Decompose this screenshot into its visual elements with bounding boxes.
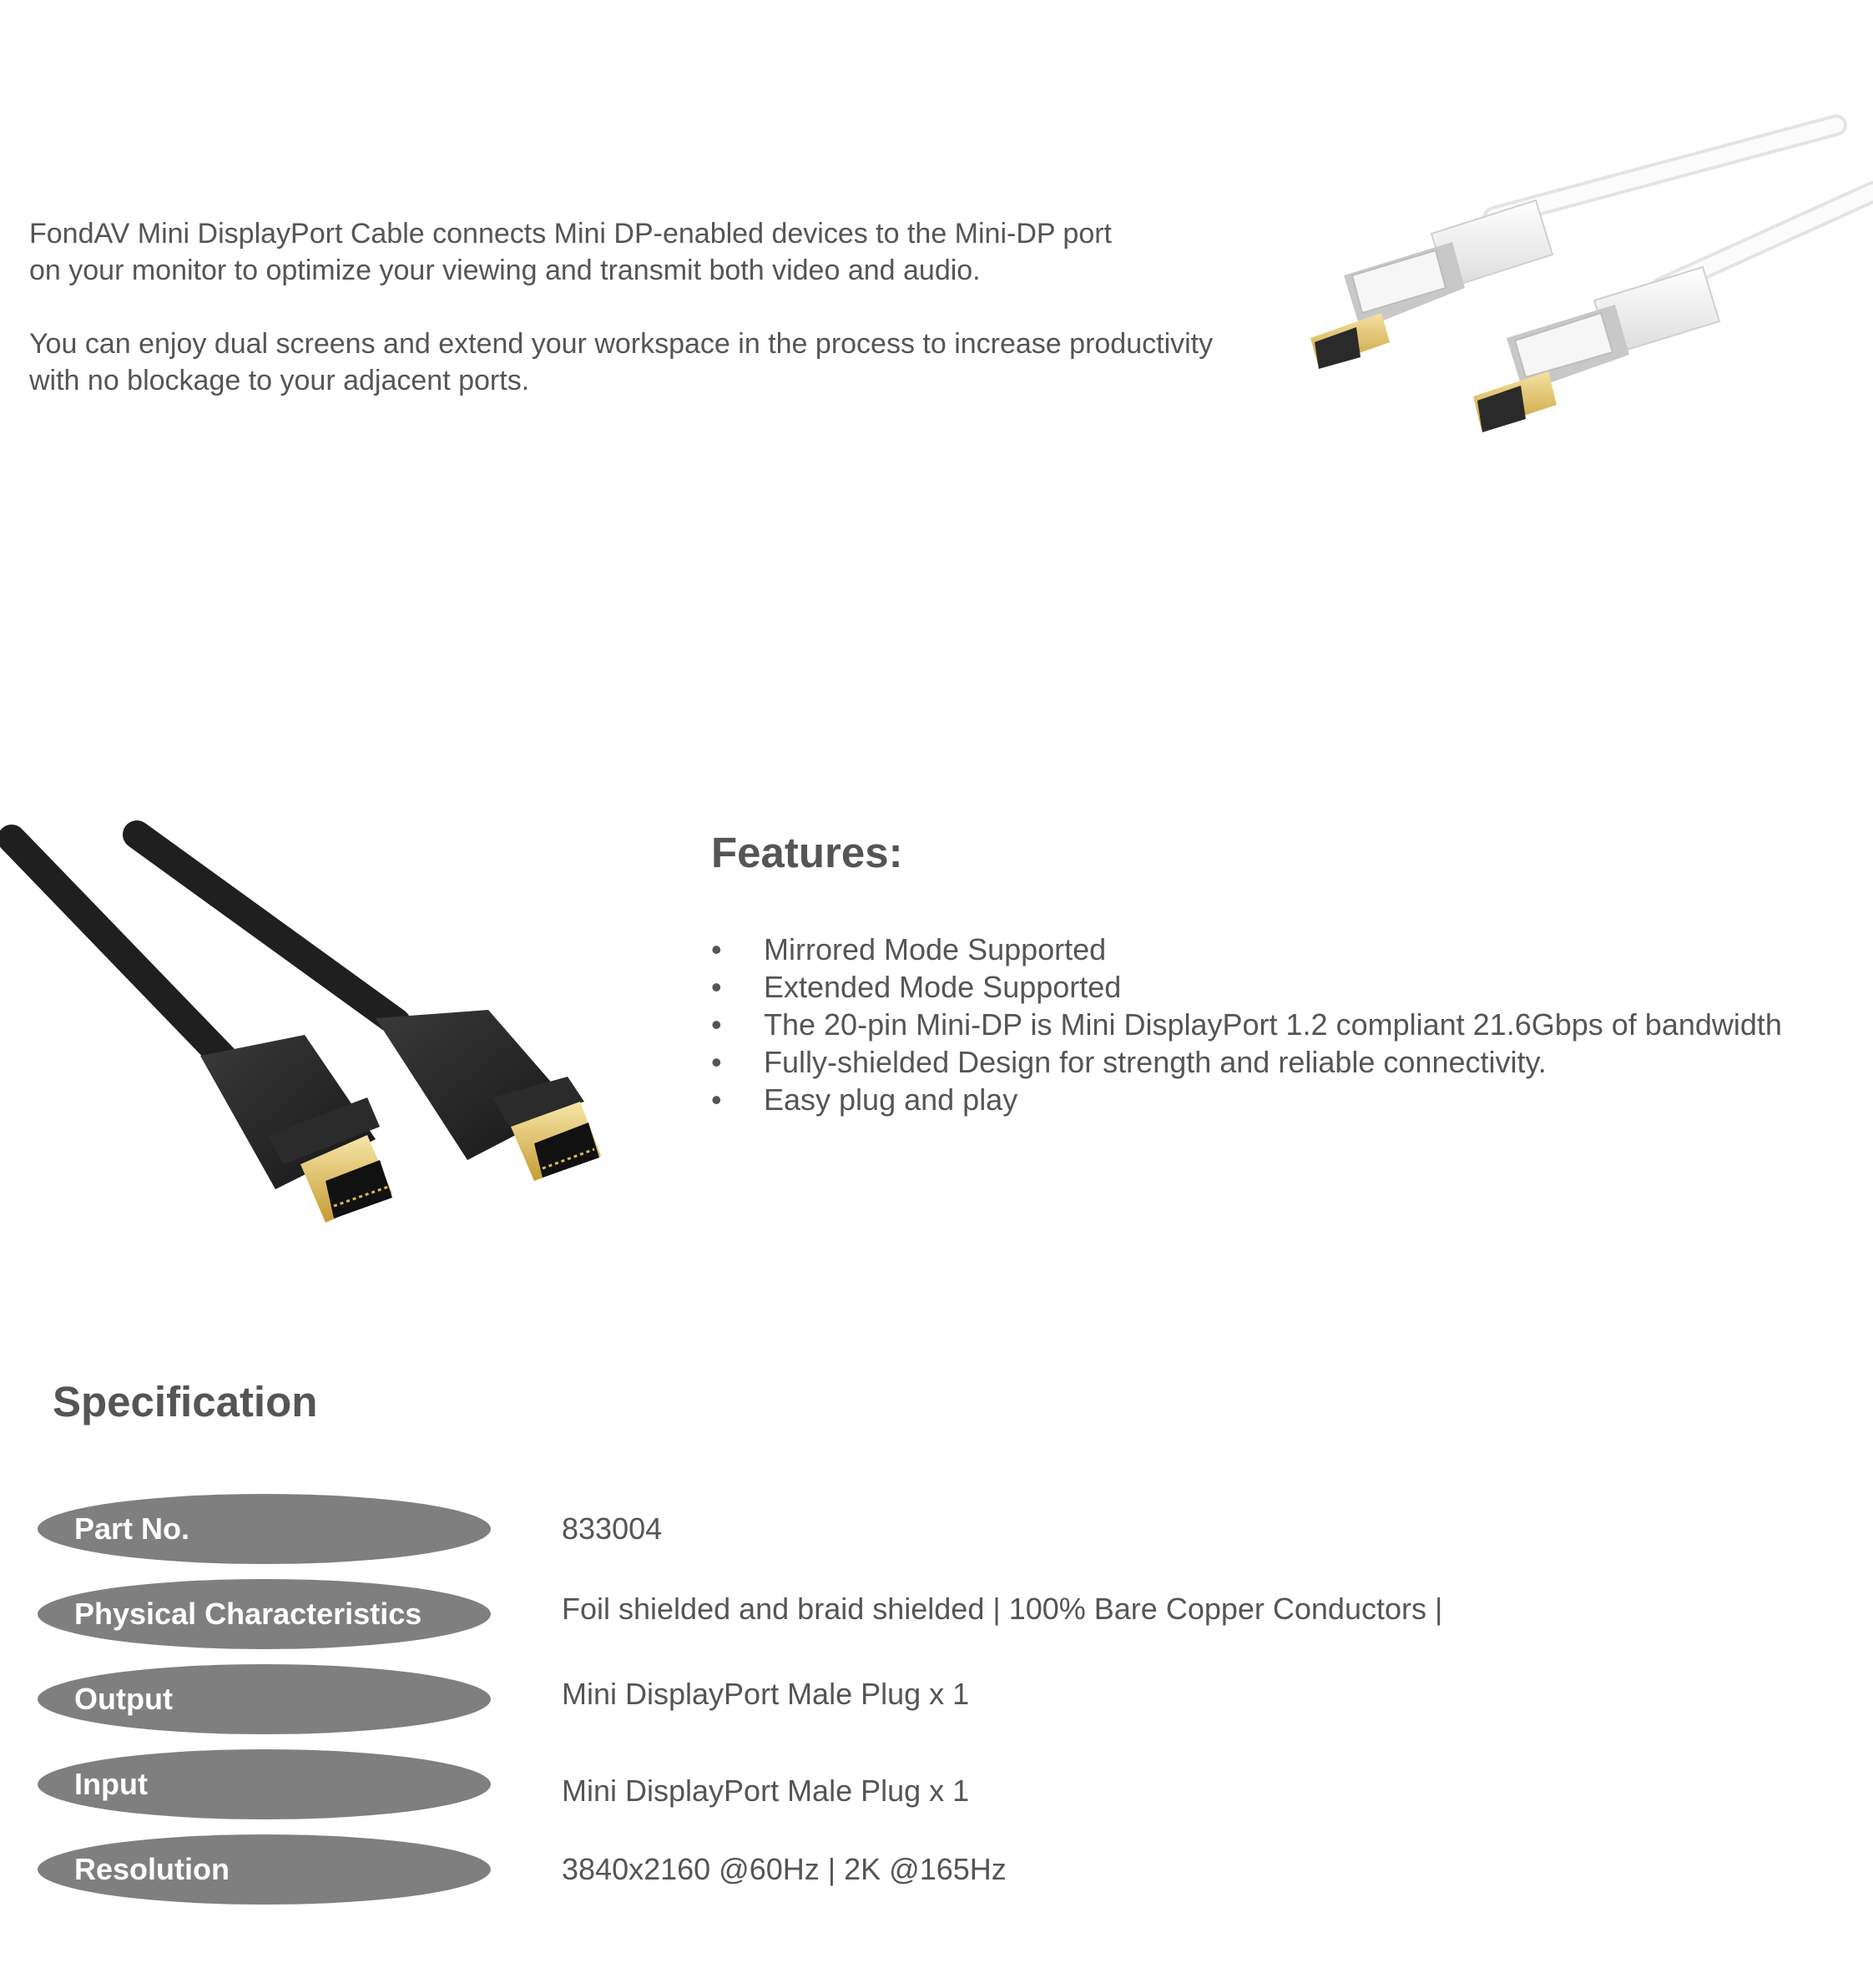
feature-item: [711, 1043, 1782, 1081]
bullet: •: [711, 932, 722, 966]
feature-text: Extended Mode Supported: [764, 970, 1122, 1004]
bullet: •: [711, 1007, 722, 1042]
white-cable-image: [1285, 108, 1873, 501]
spec-label-pill: Part No.: [38, 1494, 491, 1564]
intro-paragraph-1-line-2: on your monitor to optimize your viewing and transmit both video and audio.: [29, 255, 981, 286]
feature-text: Mirrored Mode Supported: [764, 932, 1107, 966]
spec-row-resolution: [38, 1834, 1832, 1905]
intro-paragraph-2: [29, 325, 1348, 399]
specification-title: Specification: [53, 1378, 318, 1425]
intro-paragraph-1: [29, 215, 1348, 289]
features-title: Features:: [711, 829, 903, 876]
feature-text: The 20-pin Mini-DP is Mini DisplayPort 1.2 compliant 21.6Gbps of bandwidth: [764, 1007, 1782, 1042]
intro-paragraph-1-line-1: FondAV Mini DisplayPort Cable connects Mini DP-enabled devices to the Mini-DP port: [29, 218, 1112, 250]
intro-paragraph-2-line-2: with no blockage to your adjacent ports.: [29, 365, 530, 396]
feature-item: [711, 931, 1782, 968]
bullet: •: [711, 1082, 722, 1117]
spec-row-physical-characteristics: [38, 1579, 1832, 1649]
intro-text: [29, 215, 1348, 399]
spec-label-pill: Input: [38, 1749, 491, 1819]
black-cable-image: [0, 814, 618, 1264]
spec-value: Foil shielded and braid shielded | 100% Bare Copper Conductors |: [562, 1592, 1443, 1626]
bullet: •: [711, 970, 722, 1004]
white-connector-2: [1473, 267, 1719, 432]
spec-label-pill: Physical Characteristics: [38, 1579, 491, 1649]
spec-row-output: [38, 1664, 1832, 1734]
spec-label-pill: Output: [38, 1664, 491, 1734]
feature-item: [711, 968, 1782, 1006]
feature-text: Fully-shielded Design for strength and reliable connectivity.: [764, 1045, 1547, 1079]
intro-paragraph-2-line-1: You can enjoy dual screens and extend your workspace in the process to increase productivity: [29, 328, 1214, 360]
feature-item: [711, 1081, 1782, 1118]
bullet: •: [711, 1045, 722, 1079]
spec-row-input: [38, 1749, 1832, 1819]
spec-value: Mini DisplayPort Male Plug x 1: [562, 1677, 970, 1711]
black-connector-1: [200, 1035, 392, 1223]
spec-value: Mini DisplayPort Male Plug x 1: [562, 1774, 970, 1808]
spec-value: 3840x2160 @60Hz | 2K @165Hz: [562, 1852, 1007, 1886]
spec-row-part-no: [38, 1494, 1832, 1564]
spec-label-pill: Resolution: [38, 1834, 491, 1905]
feature-item: [711, 1006, 1782, 1043]
features-list: [711, 931, 1782, 1118]
feature-text: Easy plug and play: [764, 1082, 1018, 1117]
black-connector-2: [376, 1010, 601, 1181]
spec-value: 833004: [562, 1511, 663, 1546]
